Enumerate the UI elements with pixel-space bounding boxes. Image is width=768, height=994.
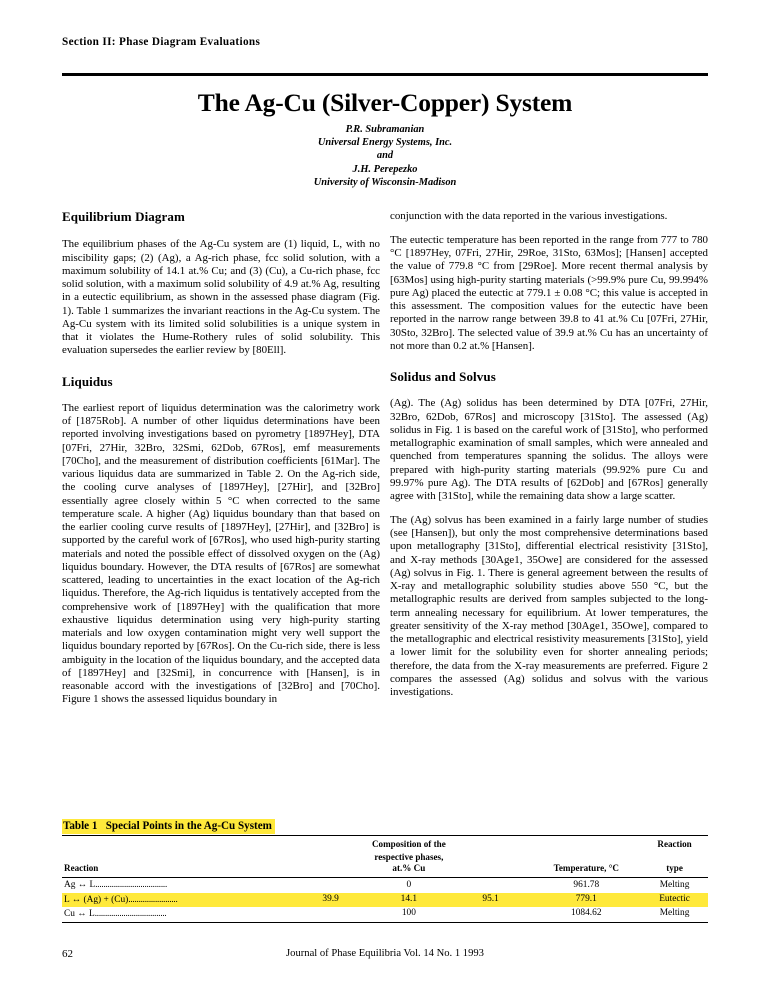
table-body bbox=[62, 878, 708, 922]
reaction-text: L ↔ (Ag) + (Cu) bbox=[64, 894, 129, 905]
affiliation-1: Universal Energy Systems, Inc. bbox=[317, 137, 453, 149]
cell-temperature: 961.78 bbox=[573, 879, 600, 890]
cell-composition-3 bbox=[450, 878, 532, 893]
heading-equilibrium-diagram: Equilibrium Diagram bbox=[62, 209, 185, 224]
heading-liquidus: Liquidus bbox=[62, 373, 113, 389]
author-2: J.H. Perepezko bbox=[352, 163, 418, 175]
table-row bbox=[62, 878, 708, 893]
cell-composition-1: 39.9 bbox=[293, 893, 368, 907]
paragraph-ag-solvus: The (Ag) solvus has been examined in a fairly large number of studies (see [Hansen]), but only the most comprehensive determinations based upon metallography [31Sto], differential electrical resistivity [31Sto], and X-ray methods [30Age1, 35Owe] are considered for the assessed (Ag) solvus in Fig. 1. There is general agreement between the results of X-ray and metallographic solubility studies above 550 °C, but the metallographic results are derived from samples subjected to the long-term annealing necessary for equilibrium. At lower temperatures, the greater sensitivity of the X-ray method [30Age1, 35Owe], compared to the metallographic and electrical resistivity measurements [31Sto], yield a lower limit for the solubility even for shorter annealing periods; therefore, the data from the X-ray measurements are preferred. Figure 2 compares the assessed (Ag) solidus and solvus with the various investigations. bbox=[390, 513, 708, 698]
cell-reaction-type: Eutectic bbox=[641, 893, 708, 907]
leader-dots: ........................ bbox=[128, 893, 178, 904]
running-head: Section II: Phase Diagram Evaluations bbox=[62, 36, 261, 48]
cell-reaction-type: Melting bbox=[659, 908, 690, 919]
th-reaction-spacer bbox=[62, 839, 293, 852]
affiliation-2: University of Wisconsin-Madison bbox=[313, 176, 457, 188]
th-comp-spacer4 bbox=[450, 852, 532, 878]
byline-conjunction: and bbox=[376, 150, 394, 162]
cell-composition-1 bbox=[293, 878, 368, 893]
table-row bbox=[62, 893, 708, 907]
journal-citation: Journal of Phase Equilibria Vol. 14 No. 1 1993 bbox=[286, 948, 484, 959]
th-reaction: Reaction bbox=[62, 852, 293, 878]
table-bottom-rule bbox=[62, 922, 708, 923]
cell-reaction bbox=[62, 907, 293, 921]
byline-block bbox=[62, 123, 708, 189]
th-comp-spacer bbox=[293, 839, 368, 852]
table-header-upper bbox=[62, 839, 708, 852]
reaction-text: Cu ↔ L bbox=[64, 908, 95, 919]
author-1: P.R. Subramanian bbox=[345, 124, 425, 135]
leader-dots: ................................... bbox=[94, 907, 167, 918]
cell-composition-2: 14.1 bbox=[368, 893, 450, 907]
cell-composition-3 bbox=[450, 907, 532, 921]
cell-reaction bbox=[62, 893, 293, 907]
page-title: The Ag-Cu (Silver-Copper) System bbox=[197, 88, 573, 117]
table-head bbox=[62, 839, 708, 878]
reaction-text: Ag ↔ L bbox=[64, 880, 96, 891]
cell-composition-1 bbox=[293, 907, 368, 921]
body-column-left bbox=[62, 210, 380, 720]
th-type-line2: type bbox=[641, 852, 708, 878]
header-rule bbox=[62, 73, 708, 76]
table-row bbox=[62, 907, 708, 921]
leader-dots: ................................... bbox=[95, 879, 168, 890]
paragraph-equilibrium-phases: The equilibrium phases of the Ag-Cu system are (1) liquid, L, with no miscibility gaps; (2) (Ag), a Ag-rich phase, fcc solid solution, with a maximum solubility of 14.1 at.% Cu; and (3) (Cu), a Cu-rich phase, fcc solid solution, with a maximum solid solubility of 4.9 at.% Ag, resulting in a eutectic equilibrium, as shown in the assessed phase diagram (Fig. 1). Table 1 summarizes the invariant reactions in the Ag-Cu system. The Ag-Cu system with its limited solid solubilities is a unique system in that it violates the Hume-Rothery rules of solid solubility. This evaluation supersedes the earlier review by [80Ell]. bbox=[62, 238, 380, 357]
th-type-line1: Reaction bbox=[657, 839, 692, 850]
paragraph-ag-solidus: (Ag). The (Ag) solidus has been determined by DTA [07Fri, 27Hir, 32Bro, 62Dob, 67Ros] and microscopy [31Sto]. The assessed (Ag) solidus in Fig. 1 is based on the careful work of [31Sto], who performed metallographic examination of small samples, which were annealed and quenched from temperatures spanning the solidus. The alloys were prepared with high-purity starting materials (99.92% pure Cu and 99.97% pure Ag). The DTA results of [62Dob] and [67Ros] generally agree with [31Sto], while the remaining data show a large scatter. bbox=[390, 397, 708, 502]
cell-composition-3: 95.1 bbox=[450, 893, 532, 907]
table-header-lower bbox=[62, 852, 708, 878]
cell-reaction-type: Melting bbox=[659, 879, 690, 890]
th-composition-line1: Composition of the bbox=[371, 839, 446, 850]
cell-composition-2: 0 bbox=[406, 879, 412, 890]
th-comp-spacer3 bbox=[293, 852, 368, 878]
special-points-table bbox=[62, 839, 708, 921]
table-1-container bbox=[62, 816, 708, 923]
table-label: Table 1 bbox=[63, 820, 98, 832]
th-comp-spacer2 bbox=[450, 839, 532, 852]
cell-composition-2: 100 bbox=[401, 908, 416, 919]
th-composition-line2: respective phases, at.% Cu bbox=[368, 852, 450, 878]
cell-temperature: 1084.62 bbox=[571, 908, 602, 919]
paragraph-eutectic-temperature: The eutectic temperature has been reported in the range from 777 to 780 °C [1897Hey, 07Fri, 27Hir, 29Roe, 31Sto, 63Mos]; [Hansen] accepted the value of 779.8 °C from [29Roe]. More recent thermal analysis by [63Mos] using high-purity starting materials (>99.9% pure Cu, 99.994% pure Ag) placed the eutectic at 779.1 ± 0.08 °C; this value is accepted in this assessment. The composition values for the eutectic have been reported in the narrow range between 39.8 to 41 at.% Cu [07Fri, 27Hir, 30Sto, 32Bro]. The selected value of 39.9 at.% Cu has an uncertainty of not more than 0.2 at.% [Hansen]. bbox=[390, 233, 708, 352]
page-number: 62 bbox=[62, 948, 73, 960]
paragraph-liquidus: The earliest report of liquidus determination was the calorimetry work of [1875Rob]. A number of other liquidus determinations have been reported involving investigations based on pyrometry [1897Hey], DTA [07Fri, 27Hir, 32Bro, 32Smi, 62Dob, 67Ros], emf measurements [70Cho], and the measurement of distribution coefficients [61Mar]. The various liquidus data are summarized in Table 2. On the Ag-rich side, the cooling curve analyses of [1897Hey], [27Hir], and [32Bro] essentially agree closely within 5 °C when corrected to the same temperature scale. A higher (Ag) liquidus boundary than that based on the earlier cooling curve results of [1897Hey], [27Hir], and [32Bro] is supported by the careful work of [67Ros], who used high-purity starting materials and noted the possible effect of dissolved oxygen on the (Ag) liquidus boundary. However, the DTA results of [67Ros] are somewhat scattered, leading to uncertainties in the exact location of the Ag-rich liquidus. Therefore, the Ag-rich liquidus is tentatively accepted from the comprehensive work of [1897Hey] with the qualification that more exhaustive liquidus determination using very high-purity starting materials and low oxygen contamination might very well support the liquidus boundary reported by [67Ros]. On the Cu-rich side, there is less ambiguity in the location of the liquidus boundary, and the accepted data of [1897Hey] and [32Smi], in concurrence with [Hansen], is in reasonable accord with the investigations of [32Bro] and [70Cho]. Figure 1 shows the assessed liquidus boundary in bbox=[62, 401, 380, 706]
table-caption-text: Special Points in the Ag-Cu System bbox=[105, 820, 272, 832]
cell-temperature: 779.1 bbox=[531, 893, 641, 907]
paragraph-conjunction: conjunction with the data reported in the various investigations. bbox=[390, 210, 668, 222]
th-temp-spacer bbox=[531, 839, 641, 852]
table-caption bbox=[62, 819, 275, 834]
table-top-rule bbox=[62, 835, 708, 836]
heading-solidus-and-solvus: Solidus and Solvus bbox=[390, 369, 496, 384]
th-temperature: Temperature, °C bbox=[531, 852, 641, 878]
body-column-right bbox=[390, 210, 708, 712]
cell-reaction bbox=[62, 878, 293, 893]
